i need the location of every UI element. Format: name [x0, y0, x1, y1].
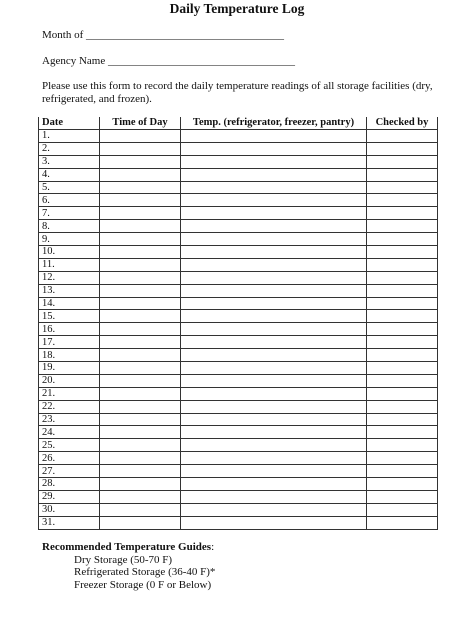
temp-cell[interactable] [181, 478, 367, 491]
guides-heading-line [42, 541, 215, 554]
temp-cell[interactable] [181, 130, 367, 143]
checked-by-cell[interactable] [367, 233, 438, 246]
time-of-day-cell[interactable] [100, 426, 181, 439]
temp-cell[interactable] [181, 271, 367, 284]
table-body [39, 130, 438, 530]
table-row [39, 233, 438, 246]
checked-by-cell[interactable] [367, 374, 438, 387]
time-of-day-cell[interactable] [100, 503, 181, 516]
checked-by-cell[interactable] [367, 465, 438, 478]
table-row [39, 426, 438, 439]
date-cell: 7. [39, 207, 100, 220]
temp-cell[interactable] [181, 426, 367, 439]
date-cell: 25. [39, 439, 100, 452]
date-cell: 1. [39, 130, 100, 143]
temp-cell[interactable] [181, 233, 367, 246]
time-of-day-cell[interactable] [100, 194, 181, 207]
date-cell: 24. [39, 426, 100, 439]
date-cell: 23. [39, 413, 100, 426]
date-cell: 13. [39, 284, 100, 297]
checked-by-cell[interactable] [367, 297, 438, 310]
time-of-day-cell[interactable] [100, 478, 181, 491]
time-of-day-cell[interactable] [100, 490, 181, 503]
guide-refrigerated-storage: Refrigerated Storage (36-40 F)* [74, 566, 216, 578]
month-field [42, 29, 284, 41]
checked-by-cell[interactable] [367, 349, 438, 362]
date-cell: 3. [39, 155, 100, 168]
table-row [39, 297, 438, 310]
date-cell: 9. [39, 233, 100, 246]
table-row [39, 310, 438, 323]
time-of-day-cell[interactable] [100, 297, 181, 310]
table-row [39, 465, 438, 478]
date-cell: 15. [39, 310, 100, 323]
time-of-day-cell[interactable] [100, 374, 181, 387]
temp-cell[interactable] [181, 323, 367, 336]
temp-cell[interactable] [181, 142, 367, 155]
temp-cell[interactable] [181, 362, 367, 375]
date-cell: 2. [39, 142, 100, 155]
temp-cell[interactable] [181, 194, 367, 207]
form-title: Daily Temperature Log [169, 1, 305, 16]
date-cell: 26. [39, 452, 100, 465]
guide-freezer-storage: Freezer Storage (0 F or Below) [74, 578, 212, 591]
guides-heading-colon: : [211, 541, 215, 553]
checked-by-cell[interactable] [367, 220, 438, 233]
checked-by-cell[interactable] [367, 413, 438, 426]
time-of-day-cell[interactable] [100, 400, 181, 413]
date-cell: 21. [39, 387, 100, 400]
date-cell: 12. [39, 271, 100, 284]
checked-by-cell[interactable] [367, 336, 438, 349]
temp-cell[interactable] [181, 452, 367, 465]
table-row [39, 374, 438, 387]
date-cell: 18. [39, 349, 100, 362]
checked-by-cell[interactable] [367, 426, 438, 439]
table-row [39, 284, 438, 297]
temp-cell[interactable] [181, 155, 367, 168]
temp-cell[interactable] [181, 387, 367, 400]
date-cell: 6. [39, 194, 100, 207]
date-cell: 27. [39, 465, 100, 478]
temp-cell[interactable] [181, 413, 367, 426]
checked-by-cell[interactable] [367, 155, 438, 168]
table-row [39, 387, 438, 400]
checked-by-cell[interactable] [367, 246, 438, 259]
checked-by-cell[interactable] [367, 130, 438, 143]
header-date: Date [39, 117, 100, 130]
agency-field [42, 55, 295, 67]
table-row [39, 168, 438, 181]
temp-cell[interactable] [181, 490, 367, 503]
time-of-day-cell[interactable] [100, 465, 181, 478]
temperature-guides [42, 541, 215, 591]
checked-by-cell[interactable] [367, 362, 438, 375]
time-of-day-cell[interactable] [100, 310, 181, 323]
time-of-day-cell[interactable] [100, 413, 181, 426]
table-row [39, 258, 438, 271]
time-of-day-cell[interactable] [100, 387, 181, 400]
checked-by-cell[interactable] [367, 400, 438, 413]
table-row [39, 413, 438, 426]
month-blank[interactable]: ____________________________________ [86, 29, 284, 41]
table-row [39, 478, 438, 491]
time-of-day-cell[interactable] [100, 181, 181, 194]
time-of-day-cell[interactable] [100, 220, 181, 233]
date-cell: 17. [39, 336, 100, 349]
time-of-day-cell[interactable] [100, 323, 181, 336]
temp-cell[interactable] [181, 220, 367, 233]
temperature-log-table [38, 117, 438, 530]
table-row [39, 452, 438, 465]
instructions-text: Please use this form to record the daily temperature readings of all storage facilities (dry, refrigerated, and frozen). [42, 80, 433, 105]
temp-cell[interactable] [181, 503, 367, 516]
time-of-day-cell[interactable] [100, 233, 181, 246]
checked-by-cell[interactable] [367, 516, 438, 529]
time-of-day-cell[interactable] [100, 439, 181, 452]
time-of-day-cell[interactable] [100, 258, 181, 271]
month-label: Month of [42, 29, 84, 41]
checked-by-cell[interactable] [367, 194, 438, 207]
time-of-day-cell[interactable] [100, 362, 181, 375]
time-of-day-cell[interactable] [100, 155, 181, 168]
agency-blank[interactable]: __________________________________ [107, 55, 295, 67]
table-row [39, 271, 438, 284]
checked-by-cell[interactable] [367, 387, 438, 400]
temp-cell[interactable] [181, 465, 367, 478]
checked-by-cell[interactable] [367, 490, 438, 503]
date-cell: 31. [39, 516, 100, 529]
time-of-day-cell[interactable] [100, 284, 181, 297]
table-row [39, 349, 438, 362]
table-row [39, 142, 438, 155]
checked-by-cell[interactable] [367, 168, 438, 181]
table-header-row [39, 117, 438, 130]
table-row [39, 181, 438, 194]
date-cell: 22. [39, 400, 100, 413]
table-row [39, 490, 438, 503]
checked-by-cell[interactable] [367, 181, 438, 194]
checked-by-cell[interactable] [367, 207, 438, 220]
time-of-day-cell[interactable] [100, 246, 181, 259]
temp-cell[interactable] [181, 168, 367, 181]
date-cell: 16. [39, 323, 100, 336]
guides-heading: Recommended Temperature Guides [42, 541, 212, 553]
temp-cell[interactable] [181, 349, 367, 362]
table-row [39, 130, 438, 143]
temp-cell[interactable] [181, 374, 367, 387]
table-row [39, 362, 438, 375]
time-of-day-cell[interactable] [100, 452, 181, 465]
date-cell: 5. [39, 181, 100, 194]
table-row [39, 400, 438, 413]
checked-by-cell[interactable] [367, 478, 438, 491]
temp-cell[interactable] [181, 297, 367, 310]
date-cell: 14. [39, 297, 100, 310]
temp-cell[interactable] [181, 516, 367, 529]
table-row [39, 155, 438, 168]
checked-by-cell[interactable] [367, 439, 438, 452]
checked-by-cell[interactable] [367, 503, 438, 516]
table-row [39, 439, 438, 452]
temp-cell[interactable] [181, 284, 367, 297]
time-of-day-cell[interactable] [100, 130, 181, 143]
guide-dry-storage: Dry Storage (50-70 F) [74, 553, 173, 566]
checked-by-cell[interactable] [367, 323, 438, 336]
temp-cell[interactable] [181, 258, 367, 271]
time-of-day-cell[interactable] [100, 271, 181, 284]
date-cell: 8. [39, 220, 100, 233]
header-temp: Temp. (refrigerator, freezer, pantry) [181, 117, 367, 130]
table-row [39, 323, 438, 336]
table-row [39, 503, 438, 516]
temp-cell[interactable] [181, 310, 367, 323]
time-of-day-cell[interactable] [100, 349, 181, 362]
table-row [39, 194, 438, 207]
time-of-day-cell[interactable] [100, 336, 181, 349]
table-row [39, 516, 438, 529]
date-cell: 4. [39, 168, 100, 181]
temp-cell[interactable] [181, 207, 367, 220]
checked-by-cell[interactable] [367, 284, 438, 297]
temp-cell[interactable] [181, 336, 367, 349]
table-row [39, 220, 438, 233]
date-cell: 29. [39, 490, 100, 503]
temp-cell[interactable] [181, 439, 367, 452]
checked-by-cell[interactable] [367, 258, 438, 271]
date-cell: 30. [39, 503, 100, 516]
checked-by-cell[interactable] [367, 452, 438, 465]
date-cell: 20. [39, 374, 100, 387]
time-of-day-cell[interactable] [100, 207, 181, 220]
checked-by-cell[interactable] [367, 271, 438, 284]
checked-by-cell[interactable] [367, 310, 438, 323]
date-cell: 11. [39, 258, 100, 271]
agency-label: Agency Name [42, 55, 106, 67]
time-of-day-cell[interactable] [100, 142, 181, 155]
table-row [39, 207, 438, 220]
date-cell: 28. [39, 478, 100, 491]
date-cell: 10. [39, 246, 100, 259]
header-checked-by: Checked by [367, 117, 438, 130]
time-of-day-cell[interactable] [100, 168, 181, 181]
table-row [39, 246, 438, 259]
checked-by-cell[interactable] [367, 142, 438, 155]
time-of-day-cell[interactable] [100, 516, 181, 529]
table-row [39, 336, 438, 349]
header-time-of-day: Time of Day [100, 117, 181, 130]
temp-cell[interactable] [181, 400, 367, 413]
temp-cell[interactable] [181, 181, 367, 194]
date-cell: 19. [39, 362, 100, 375]
temp-cell[interactable] [181, 246, 367, 259]
